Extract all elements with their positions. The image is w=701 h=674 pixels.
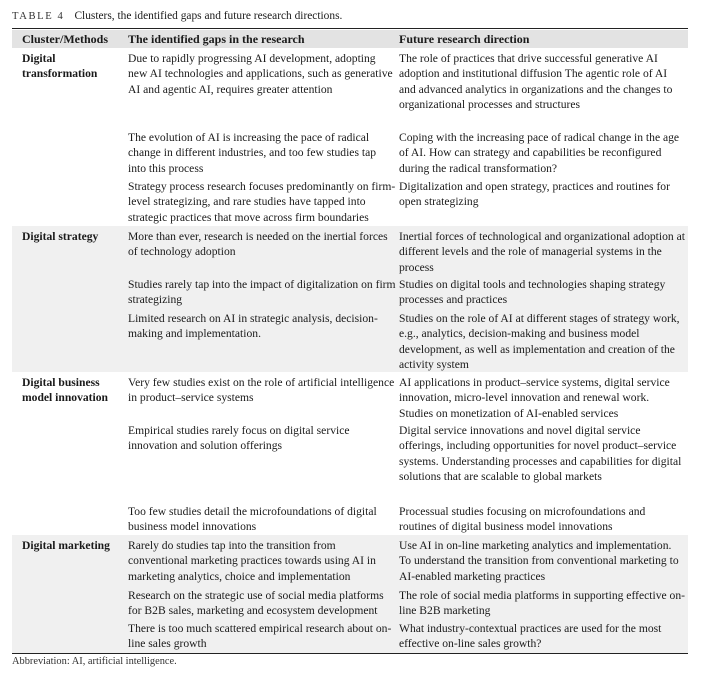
cluster-digital-marketing: Digital marketing [22,539,110,552]
table-footnote: Abbreviation: AI, artificial intelligence. [12,656,177,667]
future-cell: Digitalization and open strategy, practices and routines for open strategizing [399,180,670,209]
header-future: Future research direction [399,32,530,46]
cluster-digital-transformation: Digital transformation [22,52,98,81]
bottom-rule [12,653,688,654]
future-cell: Processual studies focusing on microfoundations and routines of digital business model innovations [399,505,646,534]
gap-cell: Very few studies exist on the role of artificial intelligence in product–service systems [128,376,395,405]
gap-cell: More than ever, research is needed on the inertial forces of technology adoption [128,230,388,259]
top-rule [12,28,688,29]
future-cell: Studies on the role of AI at different stages of strategy work, e.g., analytics, decision-making and business model development, as well as implementation and creation of the activity system [399,312,680,372]
table-number: TABLE 4 [12,11,65,22]
header-cluster: Cluster/Methods [22,32,108,46]
gap-cell: Due to rapidly progressing AI development, adopting new AI technologies and applications, such as generative AI and agentic AI, requires greater attention [128,52,393,96]
future-cell: Inertial forces of technological and organizational adoption at different levels and the role of managerial systems in the process [399,230,685,274]
gap-cell: There is too much scattered empirical research about on-line sales growth [128,622,392,651]
cluster-digital-strategy: Digital strategy [22,230,99,243]
future-cell: The role of social media platforms in supporting effective on-line B2B marketing [399,589,685,618]
gap-cell: Rarely do studies tap into the transition from conventional marketing practices towards using AI in marketing analytics, choice and implementation [128,539,376,583]
future-cell: Studies on digital tools and technologies shaping strategy processes and practices [399,278,666,307]
table-caption [12,10,342,22]
gap-cell: The evolution of AI is increasing the pace of radical change in different industries, and too few studies tap into this process [128,131,377,175]
future-cell: Coping with the increasing pace of radical change in the age of AI. How can strategy and capabilities be reconfigured during the radical transformation? [399,131,680,175]
header-gaps: The identified gaps in the research [128,32,305,46]
future-cell: The role of practices that drive successful generative AI adoption and institutional diffusion The agentic role of AI and advanced analytics in organizations and the changes to organizational processes and structures [399,52,673,112]
gap-cell: Studies rarely tap into the impact of digitalization on firm strategizing [128,278,396,307]
future-cell: Use AI in on-line marketing analytics and implementation. To understand the transition from conventional marketing to AI-enabled marketing practices [399,539,679,583]
table-title: Clusters, the identified gaps and future research directions. [74,10,343,22]
future-cell: AI applications in product–service systems, digital service innovation, micro-level innovation and renewal work. Studies on monetization of AI-enabled services [399,376,670,420]
future-cell: Digital service innovations and novel digital service offerings, including opportunities for novel product–service systems. Understanding processes and capabilities for digital solutions that are scalable to global markets [399,424,682,484]
cluster-digital-business-model-innovation: Digital business model innovation [22,376,109,405]
table-header [12,30,688,48]
gap-cell: Too few studies detail the microfoundations of digital business model innovations [128,505,377,534]
gap-cell: Strategy process research focuses predominantly on firm-level strategizing, and rare studies have tapped into strategic practices that move across firm boundaries [128,180,396,224]
gap-cell: Research on the strategic use of social media platforms for B2B sales, marketing and ecosystem development [128,589,384,618]
gap-cell: Limited research on AI in strategic analysis, decision-making and implementation. [128,312,378,341]
future-cell: What industry-contextual practices are used for the most effective on-line sales growth? [399,622,662,651]
gap-cell: Empirical studies rarely focus on digital service innovation and solution offerings [128,424,350,453]
